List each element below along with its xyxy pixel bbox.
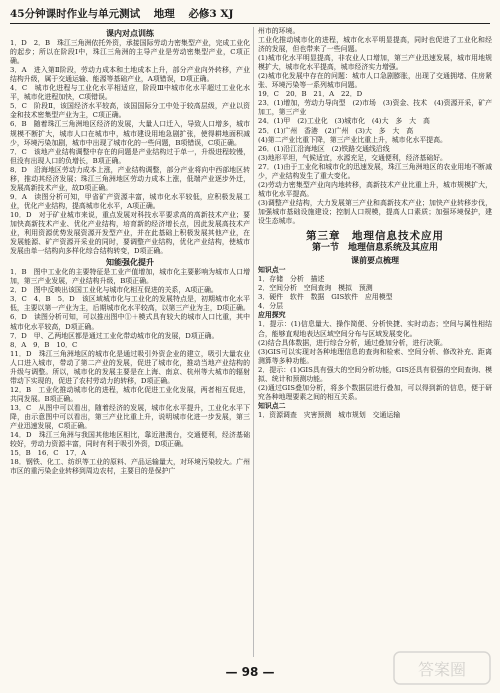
page-number: — 98 — <box>225 665 275 679</box>
answer-paragraph: 13．C 从图中可以看出，随着经济的发展，城市化水平提升，工业化水平下降，由示意图中可以看出，第三产业比重上升，说明城市化进一步发展，第三产业迅速发展，C项正确。 <box>10 403 250 431</box>
running-header <box>10 5 490 24</box>
answer-paragraph: 18．钢铁、化工、纺织等工业的原料、产品运输量大，对环境污染较大。广州市区的重污染企业转移到周边农村，主要目的是保护广 <box>10 458 250 476</box>
knowledge-point-item: 2．提示：(1)GIS具有强大的空间分析功能，GIS还具有很强的空间查询、模拟、统计和预测功能。 <box>258 365 492 383</box>
header-volume: 必修3 XJ <box>188 8 234 20</box>
knowledge-point-item: (2)结合具体数据，进行综合分析，通过叠加分析，进行决策。 <box>258 338 447 347</box>
answer-paragraph: 26．(1)沿江沿海地区 (2)铁路交通线沿线 <box>258 144 390 153</box>
answer-paragraph: (2)城市化发展中存在的问题：城市人口急剧膨胀，出现了交通拥堵、住房紧张、环境污染等一系列城市问题。 <box>258 72 492 90</box>
answer-paragraph: 工业化推动城市化的进程，城市化水平明显提高，同时也促进了工业化和经济的发展，但也带来了一些问题。 <box>258 36 492 54</box>
knowledge-point-item: 3．硬件 软件 数据 GIS软件 应用模型 <box>258 293 393 302</box>
watermark-text: 答案圈 <box>417 660 467 679</box>
answer-paragraph: 8．D 沿海地区劳动力成本上涨，产业结构调整，部分产业将向中西部地区转移，推动其经济发展；珠江三角洲地区劳动力成本上涨，低端产业逐步外迁，发展高新技术产业，故D项正确。 <box>10 165 250 192</box>
answer-paragraph: 12．B 工业化推动城市化的进程，城市化促进工业化发展，两者相互促进，共同发展。B项正确。 <box>10 385 250 403</box>
knowledge-point-heading: 知识点一 <box>258 266 286 275</box>
answer-paragraph: 14．D 珠江三角洲与我国其他地区相比，靠近港澳台，交通便利，经济基础较好，劳动力资源丰富，同时有利于吸引外资，D项正确。 <box>10 431 250 449</box>
answer-paragraph: 2．D 图中反映出该国工业化与城市化相互促进的关系，A项正确。 <box>10 286 218 295</box>
answer-paragraph: 9．A 读图分析可知，甲省矿产资源丰富，城市化水平较低，应积极发展工业，优化产业结构，提高城市化水平，A项正确。 <box>10 192 250 210</box>
column-divider <box>253 27 254 657</box>
answer-paragraph: 8．A 9．B 10．C <box>10 340 78 349</box>
answer-paragraph: 1．D 2．B 珠江三角洲依托外资，承接国际劳动力密集型产业，完成工业化的起步；所以在阶段Ⅰ中，珠江三角洲的主导产业是劳动密集型产业，C项正确。 <box>10 39 250 66</box>
answer-paragraph: (4)第二产业比重下降，第三产业比重上升，城市化水平提高。 <box>258 135 447 144</box>
answer-paragraph: 27．(1)由于工业化和城市化的迅速发展，珠江三角洲地区的农业用地不断减少，产业结构发生了重大变化。 <box>258 162 492 180</box>
answer-paragraph: 5．C 阶段Ⅱ，该国经济水平较高，该国国际分工中处于较高层级，产业以资金和技术密集型产业为主，C项正确。 <box>10 102 250 120</box>
knowledge-point-item: 2．空间分析 空间查询 模拟 预测 <box>258 284 373 293</box>
answer-paragraph: 23．(1)增加，劳动力导向型 (2)市场 (3)资金、技术 (4)资源开采，矿产加工，第三产业 <box>258 99 492 117</box>
answer-paragraph: 州市的环境。 <box>258 27 300 35</box>
answer-paragraph: 6．D 读图分析可知，可以推出图中①＋模式具有较大的城市人口比重，其中城市化水平较高，D项正确。 <box>10 313 250 331</box>
knowledge-point-item: 1．存储 分析 描述 <box>258 275 325 284</box>
watermark-logo-icon <box>392 648 492 688</box>
answer-paragraph: (1)城市化水平明显提高，非农业人口增加，第三产业迅速发展，城市用地规模扩大，城市化水平提高，城市经济实力增强。 <box>258 54 492 72</box>
answer-paragraph: 24．(1)甲 (2)工业化 (3)城市化 (4)大 多 大 高 <box>258 117 430 126</box>
application-heading: 应用探究 <box>258 311 286 320</box>
answer-paragraph: 10．D 对于矿业城市来说，重点发展对科技水平要求高的高新技术产业；要加快高新技术产业、优化产业结构，培育新的经济增长点，因此发展高技术产业，利用资源优势发展资源开发型产业，并在此基础上积极发展其他产业，在发展能源、矿产资源开采业的同时，要调整产业结构，优化产业结构，使城市发展由单一结构向多样化综合结构转变，D项正确。 <box>10 210 250 256</box>
answer-paragraph: (3)地形平坦，气候适宜，水源充足，交通便利，经济基础好。 <box>258 153 447 162</box>
knowledge-point-item: (2)通过GIS叠加分析，将多个数据层进行叠加，可以得到新的信息，便于研究各种地理要素之间的相互关系。 <box>258 383 492 401</box>
answer-paragraph: 3．A 进入第Ⅱ阶段，劳动力成本和土地成本上升，部分产业向外转移，产业结构升级，属于交通运输、能源等基础产业，A项错误，D项正确。 <box>10 66 250 84</box>
knowledge-point-item: 1．资源调查 灾害预测 城市规划 交通运输 <box>258 410 401 419</box>
answer-paragraph: 25．(1)广州 香港 (2)广州 (3)大 多 大 高 <box>258 126 414 135</box>
header-book-title: 45分钟课时作业与单元测试 <box>10 8 141 20</box>
knowledge-point-item: 4．分层 <box>258 302 284 311</box>
answer-paragraph: 4．C 城市化进程与工业化水平相适应，阶段Ⅲ中城市化水平超过工业化水平，城市化进程加快，C项错误。 <box>10 84 250 102</box>
right-column <box>258 27 492 659</box>
chapter-title: 第三章 地理信息技术应用 <box>306 230 444 243</box>
answer-paragraph: 6．B 随着珠江三角洲地区经济的发展，大量人口迁入，导致人口增多，城市规模不断扩大，城市人口在城市中，城市建设用地急剧扩张，使得耕地面积减少，环境污染加剧，城市中出现了城市化的一些问题，B项错误，C项正确。 <box>10 120 250 147</box>
subsection-title: 课前要点梳理 <box>351 256 399 266</box>
section-title-enhancement: 知能强化提升 <box>106 258 154 268</box>
answer-paragraph: 7．C 该地产业结构调整中存在的问题是产业结构过于单一，升级进程较慢，但没有出现人口的负增长，B项正确。 <box>10 147 250 165</box>
answer-paragraph: 7．D 甲、乙两地区都是通过工业化带动城市化的发展，D项正确。 <box>10 331 219 340</box>
header-subject: 地理 <box>153 8 175 20</box>
left-column <box>10 27 250 659</box>
knowledge-point-heading: 知识点二 <box>258 401 286 410</box>
answer-paragraph: 3．C 4．B 5．D 该区域城市化与工业化的发展特点是，初期城市化水平低，主要以第一产业为主，后期城市化水平较高，以第三产业为主，D项正确。 <box>10 295 250 313</box>
answer-paragraph: (2)劳动力密集型产业向内地转移，高新技术产业比重上升，城市规模扩大，城市化水平提高。 <box>258 180 492 198</box>
answer-paragraph: 11．D 珠江三角洲地区的城市化是通过吸引外资企业的建立，吸引大量农业人口进入城市，带动了第二产业的发展，促进了城市化，推动当地产业结构的升级与调整。所以，城市化的发展主要是在上海、南京、杭州等大城市的辐射带动下实现的，促进了农村劳动力的转移，D项正确。 <box>10 349 250 385</box>
section-title: 第一节 地理信息系统及其应用 <box>311 243 438 254</box>
answer-paragraph: 1．B 图中工业化的主要特征是工业产值增加，城市化主要影响为城市人口增加，第三产业发展，产业结构升级，B项正确。 <box>10 268 250 286</box>
knowledge-point-item: 1．提示：(1)信息量大、操作简便、分析快捷、实时动态；空间与属性相结合，能够直观地表达区域空间分布与区域发展变化。 <box>258 320 492 338</box>
answer-paragraph: 19．C 20．B 21．A 22．D <box>258 90 363 99</box>
section-title-in-class: 课内对点训练 <box>106 29 154 38</box>
knowledge-point-item: (3)GIS可以实现对各种地理信息的查询和检索、空间分析、修改补充、距离测算等多种功能。 <box>258 347 492 365</box>
answer-paragraph: 15．B 16．C 17．A <box>10 449 87 458</box>
answer-paragraph: (3)调整产业结构，大力发展第三产业和高新技术产业；加快产业转移步伐，加强城市基础设施建设；控制人口规模，提高人口素质；加强环境保护，建设生态城市。 <box>258 198 492 225</box>
